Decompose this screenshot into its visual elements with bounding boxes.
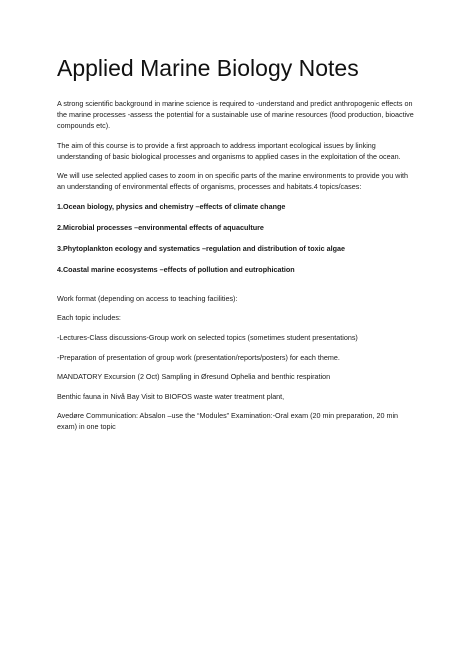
document-body <box>57 98 417 441</box>
topic-includes-paragraph: Each topic includes: <box>57 313 121 323</box>
topic-4: 4.Coastal marine ecosystems –effects of pollution and eutrophication <box>57 265 295 275</box>
intro-paragraph-1: A strong scientific background in marine science is required to -understand and predict anthropogenic effects on the marine processes -assess the potential for a sustainable use of marine resources (food production, bioactive compounds etc). <box>57 99 414 130</box>
work-format-paragraph: Work format (depending on access to teaching facilities): <box>57 293 238 303</box>
lectures-paragraph: -Lectures-Class discussions-Group work on selected topics (sometimes student presentations) <box>57 333 358 343</box>
topic-1: 1.Ocean biology, physics and chemistry –effects of climate change <box>57 201 286 211</box>
intro-paragraph-2: The aim of this course is to provide a first approach to address important ecological issues by linking understanding of basic biological processes and organisms to applied cases in the exploitation of the ocean. <box>57 140 401 161</box>
excursion-paragraph: MANDATORY Excursion (2 Oct) Sampling in Øresund Ophelia and benthic respiration <box>57 372 331 382</box>
page-title: Applied Marine Biology Notes <box>57 55 359 81</box>
topic-2: 2.Microbial processes –environmental effects of aquaculture <box>57 222 264 232</box>
preparation-paragraph: -Preparation of presentation of group work (presentation/reports/posters) for each theme. <box>57 352 340 362</box>
benthic-fauna-paragraph: Benthic fauna in Nivå Bay Visit to BIOFOS waste water treatment plant, <box>57 391 285 401</box>
intro-paragraph-3: We will use selected applied cases to zoom in on specific parts of the marine environments to provide you with an understanding of environmental effects of organisms, processes and habitats.4 topics/cases: <box>57 171 409 192</box>
topic-3: 3.Phytoplankton ecology and systematics –regulation and distribution of toxic algae <box>57 244 345 254</box>
communication-exam-paragraph: Avedøre Communication: Absalon –use the “Modules” Examination:-Oral exam (20 min preparation, 20 min exam) in one topic <box>57 411 399 432</box>
